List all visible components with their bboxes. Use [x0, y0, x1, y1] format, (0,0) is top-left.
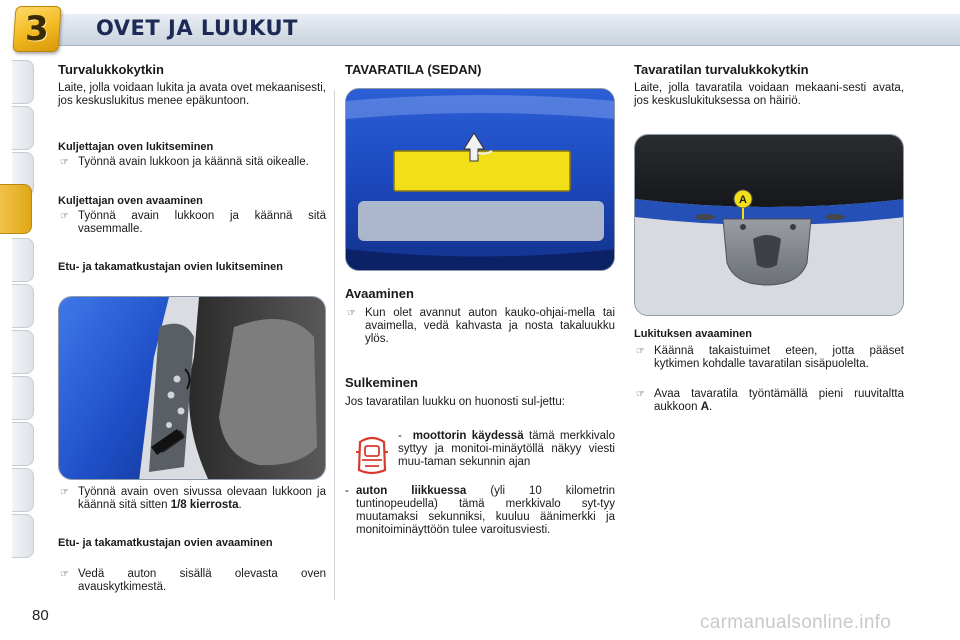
passenger-lock-heading: Etu- ja takamatkustajan ovien lukitseminen	[58, 261, 283, 273]
passenger-lock-step: ☞ Työnnä avain oven sivussa olevaan lukkoon ja käännä sitä sitten 1/8 kierrosta.	[60, 486, 326, 511]
chapter-tab-active[interactable]	[0, 184, 32, 234]
engine-running-text: tämä merkkivalo syttyy ja monitoi-minäytöllä näkyy viesti muu-taman sekunnin ajan	[398, 430, 616, 468]
trunk-latch-drawing	[635, 135, 904, 316]
trunk-handle-illustration	[345, 88, 615, 271]
pointing-hand-icon: ☞	[636, 346, 645, 357]
moving-text: (yli 10 kilometrin tuntinopeudella) tämä merkkivalo syt-tyy muutamaksi sekunniksi, kuuluu äänimerkki ja monitoiminäyttöön tulee varoitusviesti.	[356, 485, 616, 536]
engine-running-bold: moottorin käydessä	[412, 430, 524, 442]
trunk-handle-drawing	[346, 89, 615, 271]
moving-bold: auton liikkuessa	[356, 485, 467, 497]
engine-dash: -	[398, 430, 402, 442]
driver-unlock-step	[60, 210, 326, 236]
column-divider	[334, 90, 335, 600]
driver-lock-text: Työnnä avain lukkoon ja käännä sitä oikealle.	[78, 156, 309, 168]
unlock-step-2-text: Avaa tavaratila työntämällä pieni ruuvitaltta aukkoon	[654, 388, 904, 413]
pointing-hand-icon: ☞	[347, 308, 356, 319]
driver-lock-step	[60, 156, 326, 169]
opening-heading: Avaaminen	[345, 286, 414, 301]
driver-unlock-text: Työnnä avain lukkoon ja käännä sitä vasemmalle.	[78, 210, 326, 235]
opening-text: Kun olet avannut auton kauko-ohjai-mella tai avaimella, vedä kahvasta ja nosta takaluukku ylös.	[365, 307, 615, 345]
pointing-hand-icon: ☞	[60, 211, 69, 222]
chapter-number: 3	[25, 9, 49, 49]
trunk-open-warning-icon	[352, 432, 392, 478]
chapter-tab[interactable]	[12, 238, 34, 282]
opening-step	[347, 307, 615, 346]
chapter-tab[interactable]	[12, 60, 34, 104]
trunk-security-title: Tavaratilan turvalukkokytkin	[634, 62, 809, 77]
passenger-unlock-step	[60, 568, 326, 594]
engine-running-note	[398, 430, 615, 469]
pointing-hand-icon: ☞	[636, 389, 645, 400]
chapter-tab[interactable]	[12, 330, 34, 374]
chapter-tab[interactable]	[12, 514, 34, 558]
chapter-tab[interactable]	[12, 422, 34, 466]
passenger-lock-text: Työnnä avain oven sivussa olevaan lukkoon ja käännä sitä sitten	[78, 486, 326, 511]
latch-label-a: A	[739, 194, 747, 206]
closing-heading: Sulkeminen	[345, 375, 418, 390]
passenger-unlock-text: Vedä auton sisällä olevasta oven avauskytkimestä.	[78, 568, 326, 593]
chapter-tab[interactable]	[12, 284, 34, 328]
page-number: 80	[32, 607, 49, 624]
chapter-tab[interactable]	[12, 468, 34, 512]
passenger-unlock-heading: Etu- ja takamatkustajan ovien avaaminen	[58, 537, 273, 549]
chapter-tab-strip	[0, 60, 44, 580]
chapter-badge	[12, 6, 61, 52]
security-switch-title: Turvalukkokytkin	[58, 62, 164, 77]
unlock-step-1	[636, 345, 904, 371]
security-switch-intro: Laite, jolla voidaan lukita ja avata ovet mekaanisesti, jos keskuslukitus menee epäkuntoon.	[58, 82, 326, 107]
unlock-step-2-label: A	[700, 401, 709, 413]
moving-dash: -	[345, 485, 349, 497]
pointing-hand-icon: ☞	[60, 487, 69, 498]
trunk-security-intro: Laite, jolla tavaratila voidaan mekaani-sesti avata, jos keskuslukituksessa on häiriö.	[634, 82, 904, 107]
unlock-heading: Lukituksen avaaminen	[634, 328, 752, 340]
driver-unlock-heading: Kuljettajan oven avaaminen	[58, 195, 203, 207]
trunk-latch-illustration	[634, 134, 904, 316]
unlock-step-2: ☞ Avaa tavaratila työntämällä pieni ruuvitaltta aukkoon A.	[636, 388, 904, 413]
pointing-hand-icon: ☞	[60, 157, 69, 168]
passenger-lock-bold: 1/8 kierrosta	[170, 499, 239, 511]
driver-lock-heading: Kuljettajan oven lukitseminen	[58, 141, 214, 153]
chapter-tab[interactable]	[12, 106, 34, 150]
trunk-sedan-title: TAVARATILA (SEDAN)	[345, 62, 482, 77]
door-lock-drawing	[59, 297, 326, 480]
moving-note	[345, 485, 615, 537]
chapter-tab[interactable]	[12, 376, 34, 420]
door-lock-illustration	[58, 296, 326, 480]
pointing-hand-icon: ☞	[60, 569, 69, 580]
closing-intro: Jos tavaratilan luukku on huonosti sul-jettu:	[345, 396, 565, 408]
chapter-title: OVET JA LUUKUT	[96, 16, 298, 40]
unlock-step-1-text: Käännä takaistuimet eteen, jotta pääset kytkimen kohdalle tavaratilan sisäpuolelta.	[654, 345, 904, 370]
watermark: carmanualsonline.info	[700, 612, 892, 633]
